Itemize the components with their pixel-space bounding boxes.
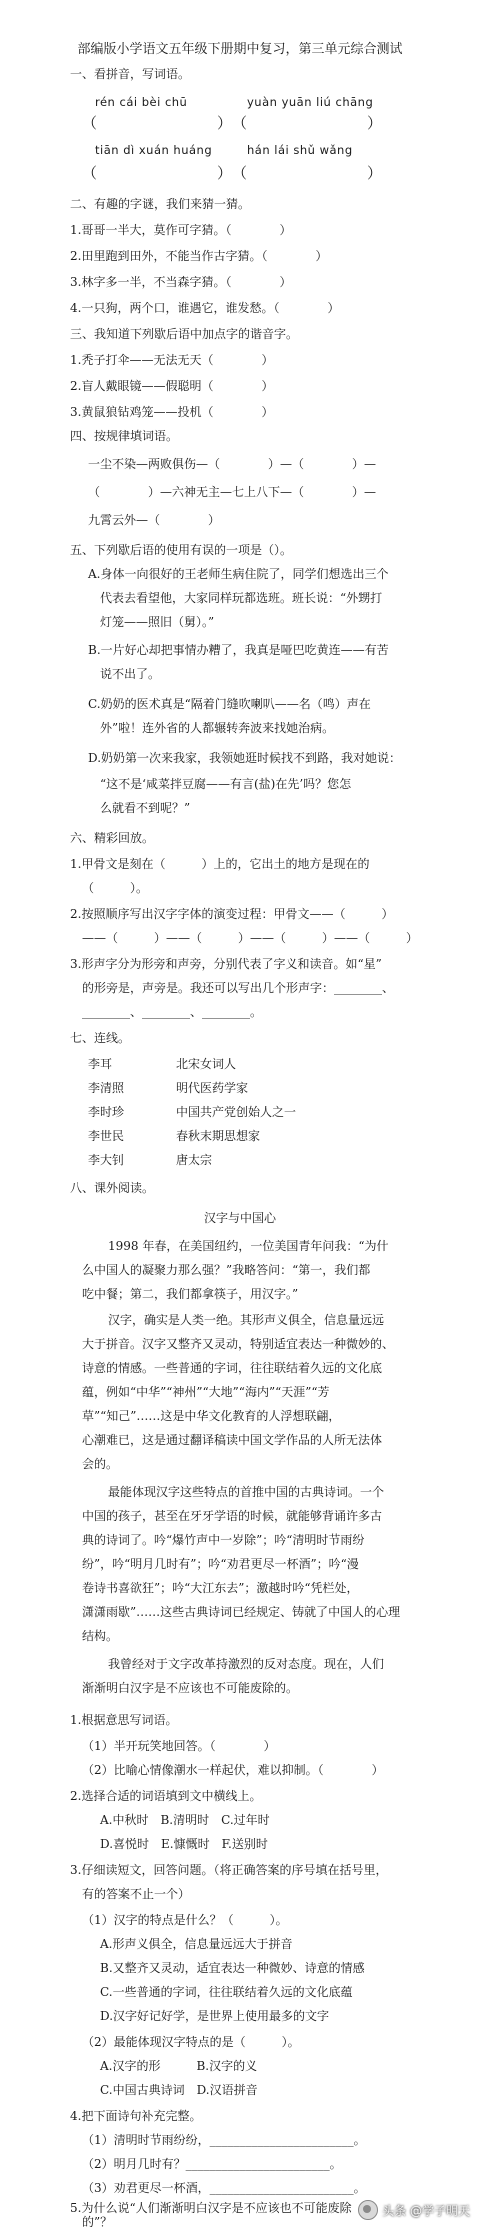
option-a-line: 灯笼——照旧（舅）。”: [100, 615, 215, 629]
pattern-line-2: （ ）—六神无主—七上八下—（ ）—: [88, 485, 377, 499]
option-d-line: 么就看不到呢？”: [100, 801, 191, 815]
match-right-item: 北宋女词人: [176, 1057, 237, 1071]
match-right-item: 唐太宗: [176, 1153, 213, 1167]
reading-option-line: A.汉字的形 B.汉字的义: [100, 2059, 258, 2073]
pinyin-3: tiān dì xuán huáng: [95, 143, 213, 157]
passage-line: 草”“知己”……这是中华文化教育的人浮想联翩，: [82, 1409, 341, 1423]
question-line: 2.按照顺序写出汉字字体的演变过程：甲骨文——（ ）: [70, 907, 394, 921]
section-3-heading: 三、我知道下列歇后语中加点字的谐音字。: [70, 327, 299, 341]
answer-box-4: （ ）: [232, 164, 383, 182]
question-line: ——（ ）——（ ）——（ ）——（ ）: [82, 931, 419, 945]
option-b-line: 说不出了。: [100, 667, 161, 681]
reading-option-line: B.又整齐又灵动，适宜表达一种微妙、诗意的情感: [100, 1961, 365, 1975]
reading-option-line: D.汉字好记好学，是世界上使用最多的文字: [100, 2009, 330, 2023]
watermark-text: 头条 @学子明天: [382, 2203, 470, 2218]
reading-question-line: （2）比喻心情像潮水一样起伏，难以抑制。（ ）: [82, 1763, 384, 1777]
passage-line: 典的诗词了。吟“爆竹声中一岁除”；吟“清明时节雨纷: [82, 1533, 365, 1547]
reading-question: 2.选择合适的词语填到文中横线上。: [70, 1789, 262, 1803]
reading-option-line: C.中国古典诗词 D.汉语拼音: [100, 2083, 258, 2097]
match-left-item: 李大钊: [88, 1153, 125, 1167]
reading-option-line: A.中秋时 B.清明时 C.过年时: [100, 1813, 270, 1827]
option-b-line: B.一片好心却把事情办糟了，我真是哑巴吃黄连——有苦: [88, 643, 389, 657]
option-c-line: C.奶奶的医术真是“隔着门缝吹喇叭——名（鸣）声在: [88, 697, 371, 711]
question-line: 3.形声字分为形旁和声旁，分别代表了字义和读音。如“星”: [70, 957, 382, 971]
question-line: 的形旁是，声旁是。我还可以写出几个形声字：________、: [82, 981, 395, 995]
pattern-line-3: 九霄云外—（ ）: [88, 513, 221, 527]
idiom-item: 3.黄鼠狼钻鸡笼——投机（ ）: [70, 405, 274, 419]
match-right-item: 中国共产党创始人之一: [176, 1105, 297, 1119]
match-left-item: 李时珍: [88, 1105, 125, 1119]
reading-question: 3.仔细读短文，回答问题。（将正确答案的序号填在括号里，: [70, 1863, 388, 1877]
idiom-item: 2.盲人戴眼镜——假聪明（ ）: [70, 379, 274, 393]
section-8-heading: 八、课外阅读。: [70, 1181, 155, 1195]
reading-question-line: （1）汉字的特点是什么？（ ）。: [82, 1913, 288, 1927]
answer-box-2: （ ）: [232, 114, 383, 132]
reading-question-line: （2）明月几时有？________________________。: [82, 2157, 342, 2171]
idiom-item: 1.秃子打伞——无法无天（ ）: [70, 353, 274, 367]
riddle-item: 2.田里跑到田外，不能当作古字猜。（ ）: [70, 249, 328, 263]
reading-question-line: （3）劝君更尽一杯酒，________________________。: [82, 2181, 366, 2195]
section-4-heading: 四、按规律填词语。: [70, 429, 179, 443]
passage-line: 吃中餐；第二，我们都拿筷子，用汉字。”: [82, 1287, 299, 1301]
passage-line: 心潮难已，这是通过翻译稿读中国文学作品的人所无法体: [82, 1433, 383, 1447]
toutiao-logo-icon: [358, 2200, 378, 2220]
reading-option-line: A.形声义俱全，信息量远远大于拼音: [100, 1937, 293, 1951]
pinyin-4: hán lái shǔ wǎng: [247, 143, 353, 157]
passage-line: 潇潇雨歇”……这些古典诗词已经规定、铸就了中国人的心理: [82, 1605, 401, 1619]
reading-question-line: 有的答案不止一个）: [82, 1887, 191, 1901]
reading-question-line: （1）半开玩笑地回答。（ ）: [82, 1739, 276, 1753]
section-2-heading: 二、有趣的字谜，我们来猜一猜。: [70, 197, 251, 211]
match-left-item: 李世民: [88, 1129, 125, 1143]
section-6-heading: 六、精彩回放。: [70, 831, 155, 845]
reading-question: 5.为什么说“人们渐渐明白汉字是不应该也不可能废除: [70, 2201, 352, 2215]
reading-question: 1.根据意思写词语。: [70, 1713, 178, 1727]
passage-line: 最能体现汉字这些特点的首推中国的古典诗词。一个: [108, 1485, 385, 1499]
passage-line: 1998 年春，在美国纽约，一位美国青年问我：“为什: [108, 1239, 389, 1253]
section-1-heading: 一、看拼音，写词语。: [70, 67, 191, 81]
option-a-line: 代表去看望他，大家同样玩都选班。班长说：“外甥打: [100, 591, 383, 605]
passage-line: 大于拼音。汉字又整齐又灵动，特别适宜表达一种微妙的、: [82, 1337, 395, 1351]
passage-line: 卷诗书喜欲狂”；吟“大江东去”；激越时吟“凭栏处，: [82, 1581, 359, 1595]
page-title: 部编版小学语文五年级下册期中复习，第三单元综合测试: [77, 42, 403, 57]
reading-option-line: C.一些普通的字词，往往联结着久远的文化底蕴: [100, 1985, 353, 1999]
answer-box-1: （ ）: [82, 114, 233, 132]
match-left-item: 李清照: [88, 1081, 125, 1095]
option-d-line: “这不是‘咸菜拌豆腐——有言(盐)在先’吗？您怎: [100, 777, 352, 791]
watermark: [358, 2198, 470, 2222]
reading-question-line: 的”？: [82, 2215, 113, 2229]
section-7-heading: 七、连线。: [70, 1031, 131, 1045]
reading-question: 4.把下面诗句补充完整。: [70, 2109, 202, 2123]
answer-box-3: （ ）: [82, 164, 233, 182]
passage-line: 结构。: [82, 1629, 119, 1643]
passage-line: 蕴，例如“中华”“神州”“大地”“海内”“天涯”“芳: [82, 1385, 330, 1399]
section-5-heading: 五、下列歇后语的使用有误的一项是（）。: [70, 543, 293, 557]
passage-line: 我曾经对于文字改革持激烈的反对态度。现在，人们: [108, 1657, 385, 1671]
riddle-item: 1.哥哥一半大，莫作可字猜。（ ）: [70, 223, 292, 237]
option-d-line: D.奶奶第一次来我家，我领她逛时候找不到路，我对她说：: [88, 751, 402, 765]
pinyin-1: rén cái bèi chū: [95, 95, 188, 109]
question-line: （ ）。: [82, 881, 149, 895]
passage-line: 会的。: [82, 1457, 119, 1471]
match-right-item: 明代医药学家: [176, 1081, 249, 1095]
reading-question-line: （1）清明时节雨纷纷，________________________。: [82, 2133, 366, 2147]
passage-line: 么中国人的凝聚力那么强？”我略答问：“第一，我们都: [82, 1263, 371, 1277]
question-line: ________、________、________。: [82, 1005, 263, 1019]
passage-line: 诗意的情感。一些普通的字词，往往联结着久远的文化底: [82, 1361, 383, 1375]
option-a-line: A.身体一向很好的王老师生病住院了，同学们想选出三个: [88, 567, 389, 581]
match-right-item: 春秋末期思想家: [176, 1129, 261, 1143]
option-c-line: 外”啦！连外省的人都辗转奔波来找她治病。: [100, 721, 335, 735]
passage-line: 中国的孩子，甚至在牙牙学语的时候，就能够背诵许多古: [82, 1509, 383, 1523]
passage-line: 渐渐明白汉字是不应该也不可能废除的。: [82, 1681, 299, 1695]
riddle-item: 4.一只狗，两个口，谁遇它，谁发愁。（ ）: [70, 301, 340, 315]
pattern-line-1: 一尘不染—两败俱伤—（ ）—（ ）—: [88, 457, 377, 471]
passage-line: 纷”，吟“明月几时有”；吟“劝君更尽一杯酒”；吟“漫: [82, 1557, 359, 1571]
question-line: 1.甲骨文是刻在（ ）上的，它出土的地方是现在的: [70, 857, 370, 871]
match-left-item: 李耳: [88, 1057, 113, 1071]
passage-title: 汉字与中国心: [203, 1211, 276, 1225]
pinyin-2: yuàn yuān liú chāng: [247, 95, 374, 109]
reading-question-line: （2）最能体现汉字特点的是（ ）。: [82, 2035, 300, 2049]
riddle-item: 3.林字多一半，不当森字猜。（ ）: [70, 275, 292, 289]
reading-option-line: D.喜悦时 E.慷慨时 F.送别时: [100, 1837, 268, 1851]
passage-line: 汉字，确实是人类一绝。其形声义俱全，信息量远远: [108, 1313, 385, 1327]
